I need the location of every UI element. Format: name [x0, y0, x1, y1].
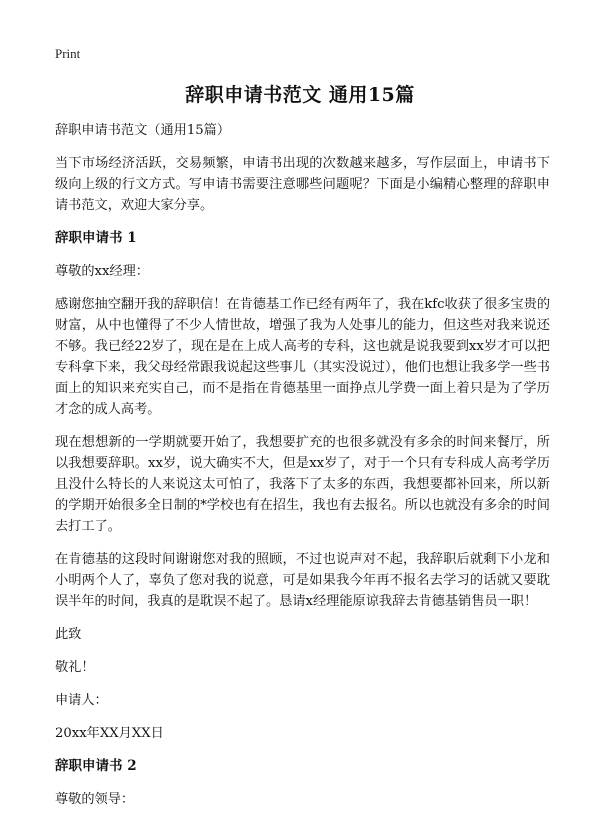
body-paragraph: 在肯德基的这段时间谢谢您对我的照顾，不过也说声对不起，我辞职后就剩下小龙和小明两个人了，辜负了您对我的说意，可是如果我今年再不报名去学习的话就又要耽误半年的时间，我真的是耽误不起了。恳请x经理能原谅我辞去肯德基销售员一职！ — [55, 552, 550, 609]
closing-line: 敬礼！ — [55, 660, 95, 675]
section-heading: 辞职申请书 1 — [55, 230, 137, 246]
salutation: 尊敬的领导： — [55, 792, 135, 807]
print-link[interactable]: Print — [55, 46, 81, 61]
document-subtitle: 辞职申请书范文（通用15篇） — [55, 123, 231, 138]
document-body — [55, 120, 550, 822]
page-title: 辞职申请书范文 通用15篇 — [185, 84, 415, 106]
applicant-line: 申请人： — [55, 693, 108, 708]
intro-paragraph: 当下市场经济活跃，交易频繁，申请书出现的次数越来越多，写作层面上，申请书下级向上级的行文方式。写申请书需要注意哪些问题呢？下面是小编精心整理的辞职申请书范文，欢迎大家分享。 — [55, 156, 550, 213]
salutation: 尊敬的xx经理： — [55, 264, 149, 279]
date-line: 20xx年XX月XX日 — [55, 726, 164, 741]
closing-line: 此致 — [55, 627, 82, 642]
body-paragraph: 感谢您抽空翻开我的辞职信！在肯德基工作已经有两年了，我在kfc收获了很多宝贵的财富，从中也懂得了不少人情世故，增强了我为人处事儿的能力，但这些对我来说还不够。我已经22岁了，现在是在上成人高考的专科，这也就是说我要到xx岁才可以把专科拿下来，我父母经常跟我说起这些事儿（其实没说过），他们也想让我多学一些书面上的知识来充实自己，而不是指在肯德基里一面挣点儿学费一面上着只是为了学历才念的成人高考。 — [55, 297, 551, 417]
section-heading: 辞职申请书 2 — [55, 758, 137, 774]
body-paragraph: 现在想想新的一学期就要开始了，我想要扩充的也很多就没有多余的时间来餐厅，所以我想要辞职。xx岁，说大确实不大，但是xx岁了，对于一个只有专科成人高考学历且没什么特长的人来说这太可怕了，我落下了太多的东西，我想要都补回来，所以新的学期开始很多全日制的*学校也有在招生，我也有去报名。所以也就没有多余的时间去打工了。 — [55, 435, 550, 534]
